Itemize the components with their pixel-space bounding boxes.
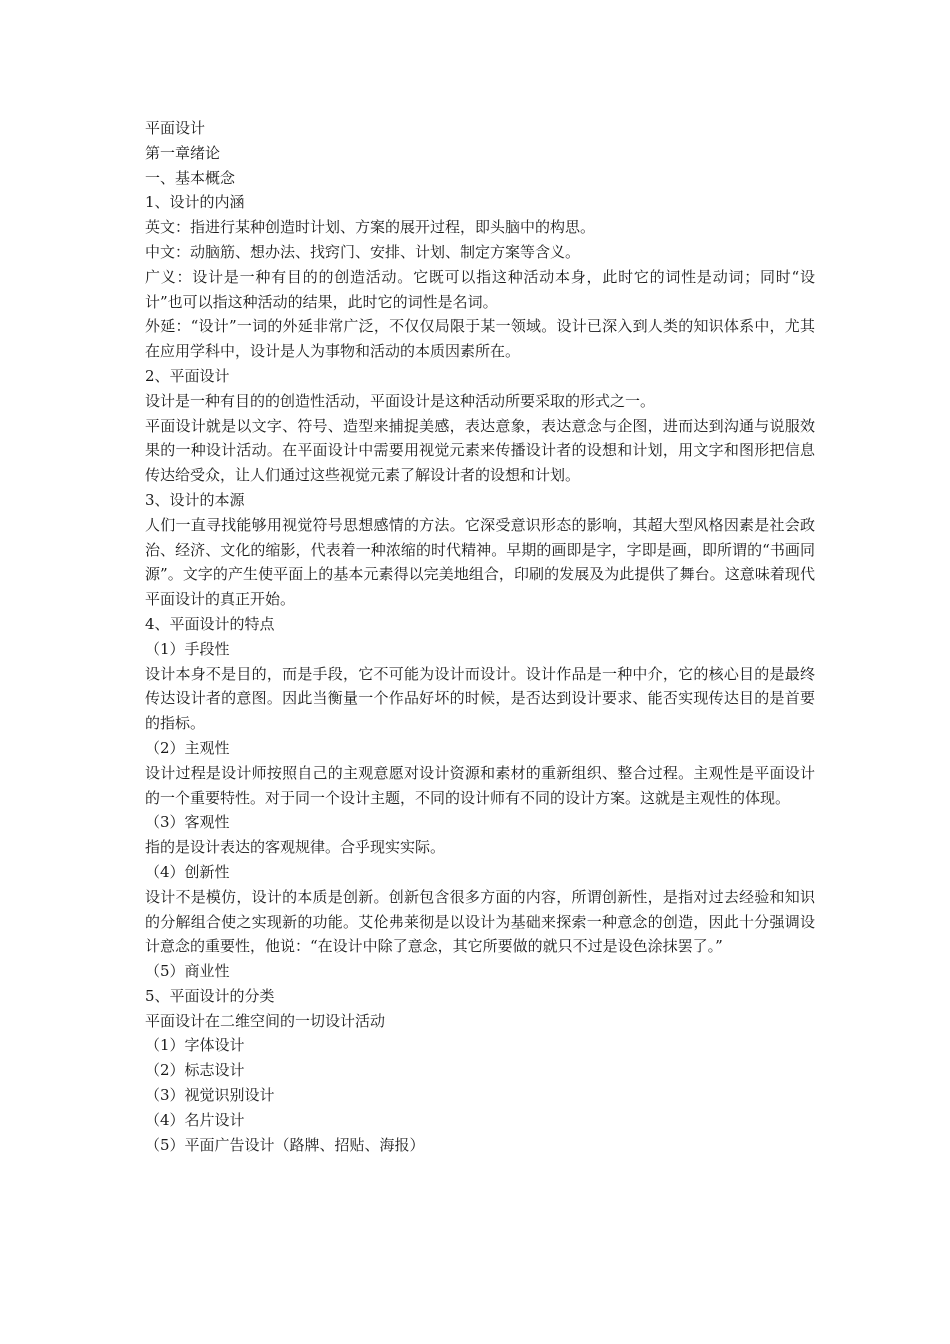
chapter-heading: 第一章绪论 [145,143,221,162]
list-item: （3）视觉识别设计 [145,1086,275,1105]
list-item: （2）标志设计 [145,1061,245,1080]
document-title: 平面设计 [145,119,206,137]
list-item-heading: （2）主观性 [145,738,230,757]
paragraph: 设计过程是设计师按照自己的主观意愿对设计资源和素材的重新组织、整合过程。主观性是平面设计的一个重要特性。对于同一个设计主题，不同的设计师有不同的设计方案。这就是主观性的体现。 [145,763,815,807]
list-item-heading: （4）创新性 [145,862,230,881]
paragraph: 设计是一种有目的的创造性活动，平面设计是这种活动所要采取的形式之一。 [145,391,656,410]
list-item-heading: （3）客观性 [145,813,230,832]
paragraph: 人们一直寻找能够用视觉符号思想感情的方法。它深受意识形态的影响，其超大型风格因素是社会政治、经济、文化的缩影，代表着一种浓缩的时代精神。早期的画即是字，字即是画，即所谓的“书画同源”。文字的产生使平面上的基本元素得以完美地组合，印刷的发展及为此提供了舞台。这意味着现代平面设计的真正开始。 [145,515,815,609]
paragraph: 设计本身不是目的，而是手段，它不可能为设计而设计。设计作品是一种中介，它的核心目的是最终传达设计者的意图。因此当衡量一个作品好坏的时候，是否达到设计要求、能否实现传达目的是首要的指标。 [145,664,815,733]
list-item: （5）平面广告设计（路牌、招贴、海报） [145,1135,425,1154]
subsection-heading: 2、平面设计 [145,366,230,385]
paragraph: 设计不是模仿，设计的本质是创新。创新包含很多方面的内容，所谓创新性，是指对过去经验和知识的分解组合使之实现新的功能。艾伦弗莱彻是以设计为基础来探索一种意念的创造，因此十分强调设计意念的重要性，他说：“在设计中除了意念，其它所要做的就只不过是设色涂抹罢了。” [145,887,815,956]
paragraph: 指的是设计表达的客观规律。合乎现实实际。 [145,838,446,857]
subsection-heading: 5、平面设计的分类 [145,986,275,1005]
list-item: （4）名片设计 [145,1110,245,1129]
paragraph: 中文：动脑筋、想办法、找窍门、安排、计划、制定方案等含义。 [145,242,581,261]
paragraph: 英文：指进行某种创造时计划、方案的展开过程，即头脑中的构思。 [145,218,596,237]
subsection-heading: 3、设计的本源 [145,490,245,509]
section-heading: 一、基本概念 [145,168,236,187]
list-item: （1）字体设计 [145,1036,245,1055]
paragraph: 外延：“设计”一词的外延非常广泛，不仅仅局限于某一领域。设计已深入到人类的知识体系中，尤其在应用学科中，设计是人为事物和活动的本质因素所在。 [145,317,815,361]
list-item-heading: （1）手段性 [145,639,230,658]
subsection-heading: 1、设计的内涵 [145,193,245,212]
paragraph: 平面设计在二维空间的一切设计活动 [145,1011,386,1030]
list-item-heading: （5）商业性 [145,962,230,981]
paragraph: 平面设计就是以文字、符号、造型来捕捉美感，表达意象，表达意念与企图，进而达到沟通与说服效果的一种设计活动。在平面设计中需要用视觉元素来传播设计者的设想和计划，用文字和图形把信息传达给受众，让人们通过这些视觉元素了解设计者的设想和计划。 [145,416,815,485]
paragraph: 广义：设计是一种有目的的创造活动。它既可以指这种活动本身，此时它的词性是动词；同时“设计”也可以指这种活动的结果，此时它的词性是名词。 [145,267,815,311]
document-body [145,116,815,1157]
subsection-heading: 4、平面设计的特点 [145,614,275,633]
